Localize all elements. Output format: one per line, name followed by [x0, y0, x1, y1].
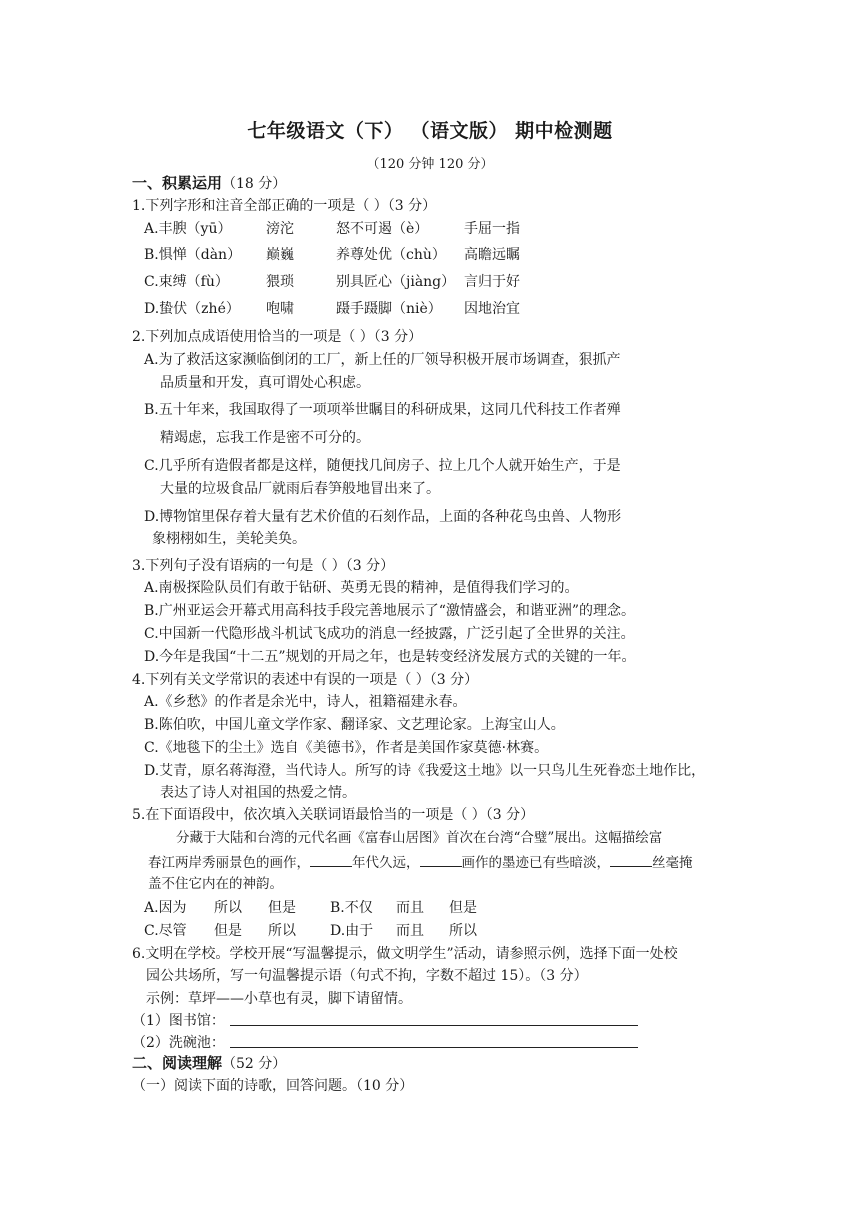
section-1-points: （18 分） [222, 176, 287, 192]
q5-passage-part-d: 丝毫掩 [652, 855, 693, 871]
q5-option-d-1: D.由于 [330, 923, 374, 939]
q1-option-a-2: 滂沱 [266, 221, 294, 237]
q5-option-b-3: 但是 [449, 900, 477, 916]
q5-option-a-1: A.因为 [144, 900, 187, 916]
q5-option-c-2: 但是 [214, 923, 242, 939]
q2-option-c-line-1: C.几乎所有造假者都是这样，随便找几间房子、拉上几个人就开始生产，于是 [144, 458, 621, 474]
question-6-line-1: 6.文明在学校。学校开展“写温馨提示，做文明学生”活动，请参照示例，选择下面一处校 [132, 946, 678, 962]
q3-option-c: C.中国新一代隐形战斗机试飞成功的消息一经披露，广泛引起了全世界的关注。 [144, 626, 635, 642]
q1-option-b-3: 养尊处优（chù） [336, 247, 446, 263]
q4-option-a: A.《乡愁》的作者是余光中，诗人，祖籍福建永春。 [144, 694, 467, 710]
q6-answer-2-line[interactable] [230, 1047, 638, 1048]
q2-option-d-line-2: 象栩栩如生，美轮美奂。 [152, 531, 306, 547]
section-1-title: 一、积累运用 [132, 174, 223, 192]
q2-option-b-line-2: 精竭虑，忘我工作是密不可分的。 [160, 430, 370, 446]
question-5-stem: 5.在下面语段中，依次填入关联词语最恰当的一项是（ ）（3 分） [132, 807, 535, 823]
q5-blank-2 [420, 852, 462, 867]
q1-option-d-4: 因地治宜 [464, 301, 520, 317]
question-6-line-2: 园公共场所，写一句温馨提示语（句式不拘，字数不超过 15）。（3 分） [146, 968, 588, 984]
q5-option-d-3: 所以 [449, 923, 477, 939]
q4-option-d-line-1: D.艾青，原名蒋海澄，当代诗人。所写的诗《我爱这土地》以一只鸟儿生死眷恋土地作比， [144, 763, 706, 779]
q5-option-b-1: B.不仅 [330, 900, 373, 916]
q5-option-c-3: 所以 [268, 923, 296, 939]
q1-option-c-4: 言归于好 [464, 274, 520, 290]
section-1-heading [132, 173, 286, 194]
q6-answer-1-line[interactable] [230, 1025, 638, 1026]
q2-option-a-line-1: A.为了救活这家濒临倒闭的工厂，新上任的厂领导积极开展市场调查，狠抓产 [144, 352, 621, 368]
question-4-stem: 4.下列有关文学常识的表述中有误的一项是（ ）（3 分） [132, 672, 479, 688]
q6-answer-1-label: （1）图书馆： [132, 1013, 225, 1029]
q5-option-d-2: 而且 [396, 923, 424, 939]
exam-subtitle: （120 分钟 120 分） [366, 157, 494, 172]
q4-option-d-line-2: 表达了诗人对祖国的热爱之情。 [160, 785, 356, 801]
q1-option-d-2: 咆啸 [266, 301, 294, 317]
q1-option-d-3: 蹑手蹑脚（niè） [336, 301, 442, 317]
q3-option-b: B.广州亚运会开幕式用高科技手段完善地展示了“激情盛会，和谐亚洲”的理念。 [144, 603, 636, 619]
q1-option-a-4: 手屈一指 [464, 221, 520, 237]
q2-option-b-line-1: B.五十年来，我国取得了一项项举世瞩目的科研成果，这同几代科技工作者殚 [144, 402, 621, 418]
q1-option-a-1: A.丰腴（yū） [144, 221, 232, 237]
q3-option-a: A.南极探险队员们有敢于钻研、英勇无畏的精神，是值得我们学习的。 [144, 580, 579, 596]
question-3-stem: 3.下列句子没有语病的一句是（ ）（3 分） [132, 558, 395, 574]
question-2-stem: 2.下列加点成语使用恰当的一项是（ ）（3 分） [132, 329, 423, 345]
q1-option-b-1: B.惧惮（dàn） [144, 247, 242, 263]
q1-option-a-3: 怒不可遏（è） [336, 221, 429, 237]
q5-passage-part-c: 画作的墨迹已有些暗淡， [461, 855, 610, 871]
q5-passage-line-2 [148, 852, 693, 873]
q1-option-d-1: D.蛰伏（zhé） [144, 301, 240, 317]
q5-option-a-3: 但是 [268, 900, 296, 916]
q5-blank-1 [310, 852, 352, 867]
q1-option-c-2: 猥琐 [266, 274, 294, 290]
exam-title: 七年级语文（下） （语文版） 期中检测题 [247, 120, 613, 142]
q1-option-c-3: 别具匠心（jiàng） [336, 274, 456, 290]
q1-option-b-4: 高瞻远瞩 [464, 247, 520, 263]
q5-blank-3 [610, 852, 652, 867]
q6-answer-2-label: （2）洗碗池： [132, 1035, 225, 1051]
q1-option-c-1: C.束缚（fù） [144, 274, 229, 290]
q2-option-c-line-2: 大量的垃圾食品厂就雨后春笋般地冒出来了。 [160, 481, 440, 497]
q5-passage-part-b: 年代久远， [352, 855, 420, 871]
q2-option-d-line-1: D.博物馆里保存着大量有艺术价值的石刻作品，上面的各种花鸟虫兽、人物形 [144, 509, 622, 525]
q4-option-b: B.陈伯吹，中国儿童文学作家、翻译家、文艺理论家。上海宝山人。 [144, 717, 565, 733]
section-2-title: 二、阅读理解 [132, 1054, 223, 1072]
q3-option-d: D.今年是我国“十二五”规划的开局之年，也是转变经济发展方式的关键的一年。 [144, 649, 636, 665]
q5-option-a-2: 所以 [214, 900, 242, 916]
section-2-heading [132, 1053, 286, 1074]
q5-passage-line-1: 分藏于大陆和台湾的元代名画《富春山居图》首次在台湾“合璧”展出。这幅描绘富 [176, 830, 663, 846]
q1-option-b-2: 巅巍 [266, 247, 294, 263]
q5-passage-part-a: 春江两岸秀丽景色的画作， [148, 855, 310, 871]
question-1-stem: 1.下列字形和注音全部正确的一项是（ ）（3 分） [132, 198, 437, 214]
section-2-subheading-1: （一）阅读下面的诗歌，回答问题。（10 分） [132, 1078, 414, 1094]
q5-option-c-1: C.尽管 [144, 923, 187, 939]
q2-option-a-line-2: 品质量和开发，真可谓处心积虑。 [160, 375, 370, 391]
q5-passage-line-3: 盖不住它内在的神韵。 [148, 876, 283, 892]
q5-option-b-2: 而且 [396, 900, 424, 916]
q4-option-c: C.《地毯下的尘土》选自《美德书》，作者是美国作家莫德·林赛。 [144, 740, 549, 756]
question-6-example: 示例：草坪——小草也有灵，脚下请留情。 [146, 991, 412, 1007]
section-2-points: （52 分） [222, 1056, 287, 1072]
